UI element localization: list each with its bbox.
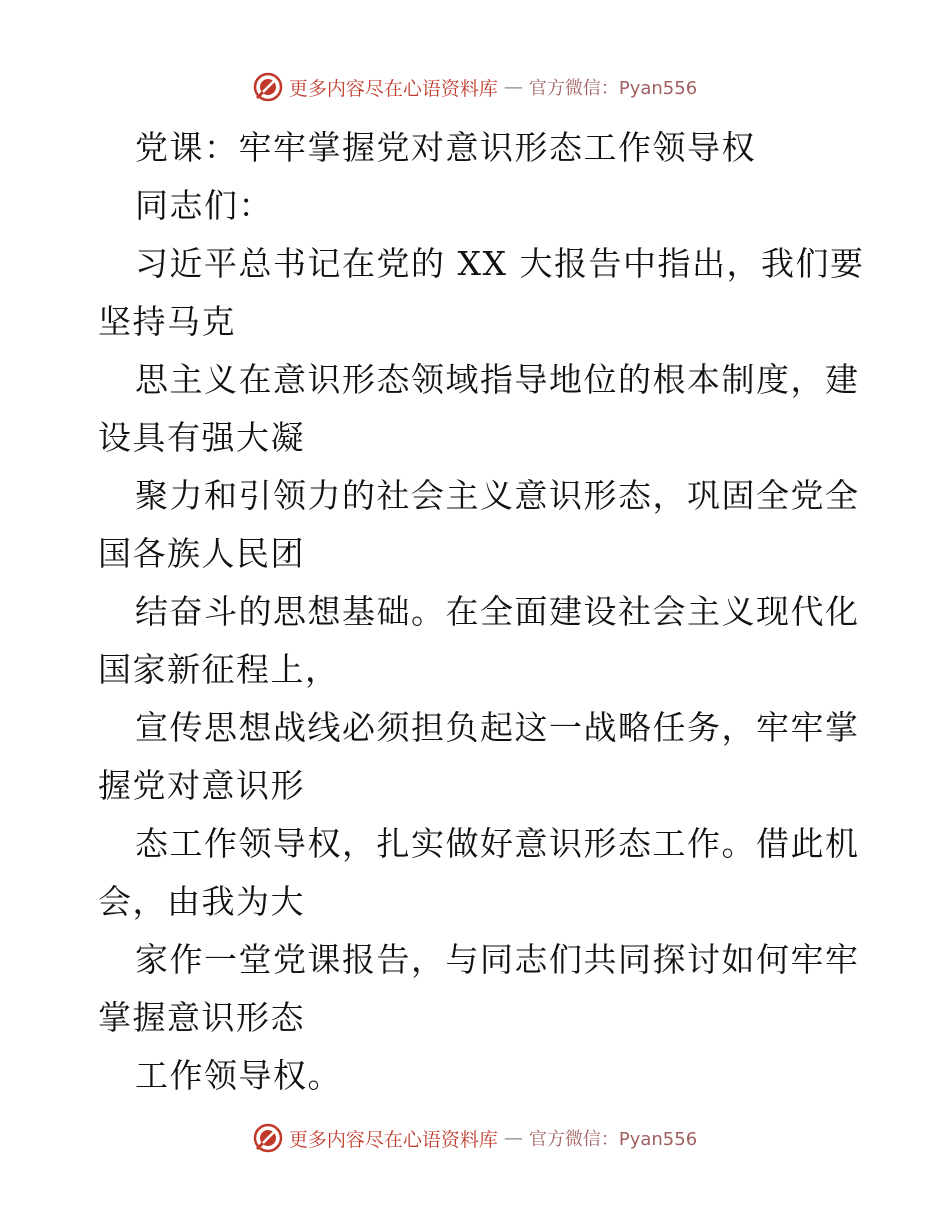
paragraph-line: 家作一堂党课报告，与同志们共同探讨如何牢牢 — [135, 940, 860, 979]
paragraph-line: 会，由我为大 — [98, 882, 305, 921]
paragraph-line: 态工作领导权，扎实做好意识形态工作。借此机 — [135, 824, 860, 863]
watermark-contact: 官方微信：Pyan556 — [528, 78, 698, 99]
paragraph-line: 工作领导权。 — [135, 1056, 342, 1095]
paragraph-line: 聚力和引领力的社会主义意识形态，巩固全党全 — [135, 476, 860, 515]
watermark-separator: — — [503, 76, 523, 98]
pen-seal-icon — [253, 72, 283, 102]
header-watermark — [0, 72, 950, 102]
pen-seal-icon — [253, 1123, 283, 1153]
document-title: 党课：牢牢掌握党对意识形态工作领导权 — [135, 128, 756, 167]
paragraph-line: 宣传思想战线必须担负起这一战略任务，牢牢掌 — [135, 708, 860, 747]
watermark-separator: — — [503, 1127, 523, 1149]
salutation: 同志们： — [135, 186, 273, 225]
footer-watermark — [0, 1123, 950, 1153]
paragraph-line: 掌握意识形态 — [98, 998, 305, 1037]
paragraph-line: 习近平总书记在党的 XX 大报告中指出，我们要 — [135, 244, 865, 283]
paragraph-line: 结奋斗的思想基础。在全面建设社会主义现代化 — [135, 592, 860, 631]
paragraph-line: 国家新征程上， — [98, 650, 340, 689]
watermark-site: 更多内容尽在心语资料库 — [288, 77, 498, 100]
paragraph-line: 设具有强大凝 — [98, 418, 305, 457]
paragraph-line: 握党对意识形 — [98, 766, 305, 805]
paragraph-line: 思主义在意识形态领域指导地位的根本制度，建 — [135, 360, 860, 399]
watermark-contact: 官方微信：Pyan556 — [528, 1129, 698, 1150]
watermark-site: 更多内容尽在心语资料库 — [288, 1128, 498, 1151]
paragraph-line: 坚持马克 — [98, 302, 236, 341]
paragraph-line: 国各族人民团 — [98, 534, 305, 573]
